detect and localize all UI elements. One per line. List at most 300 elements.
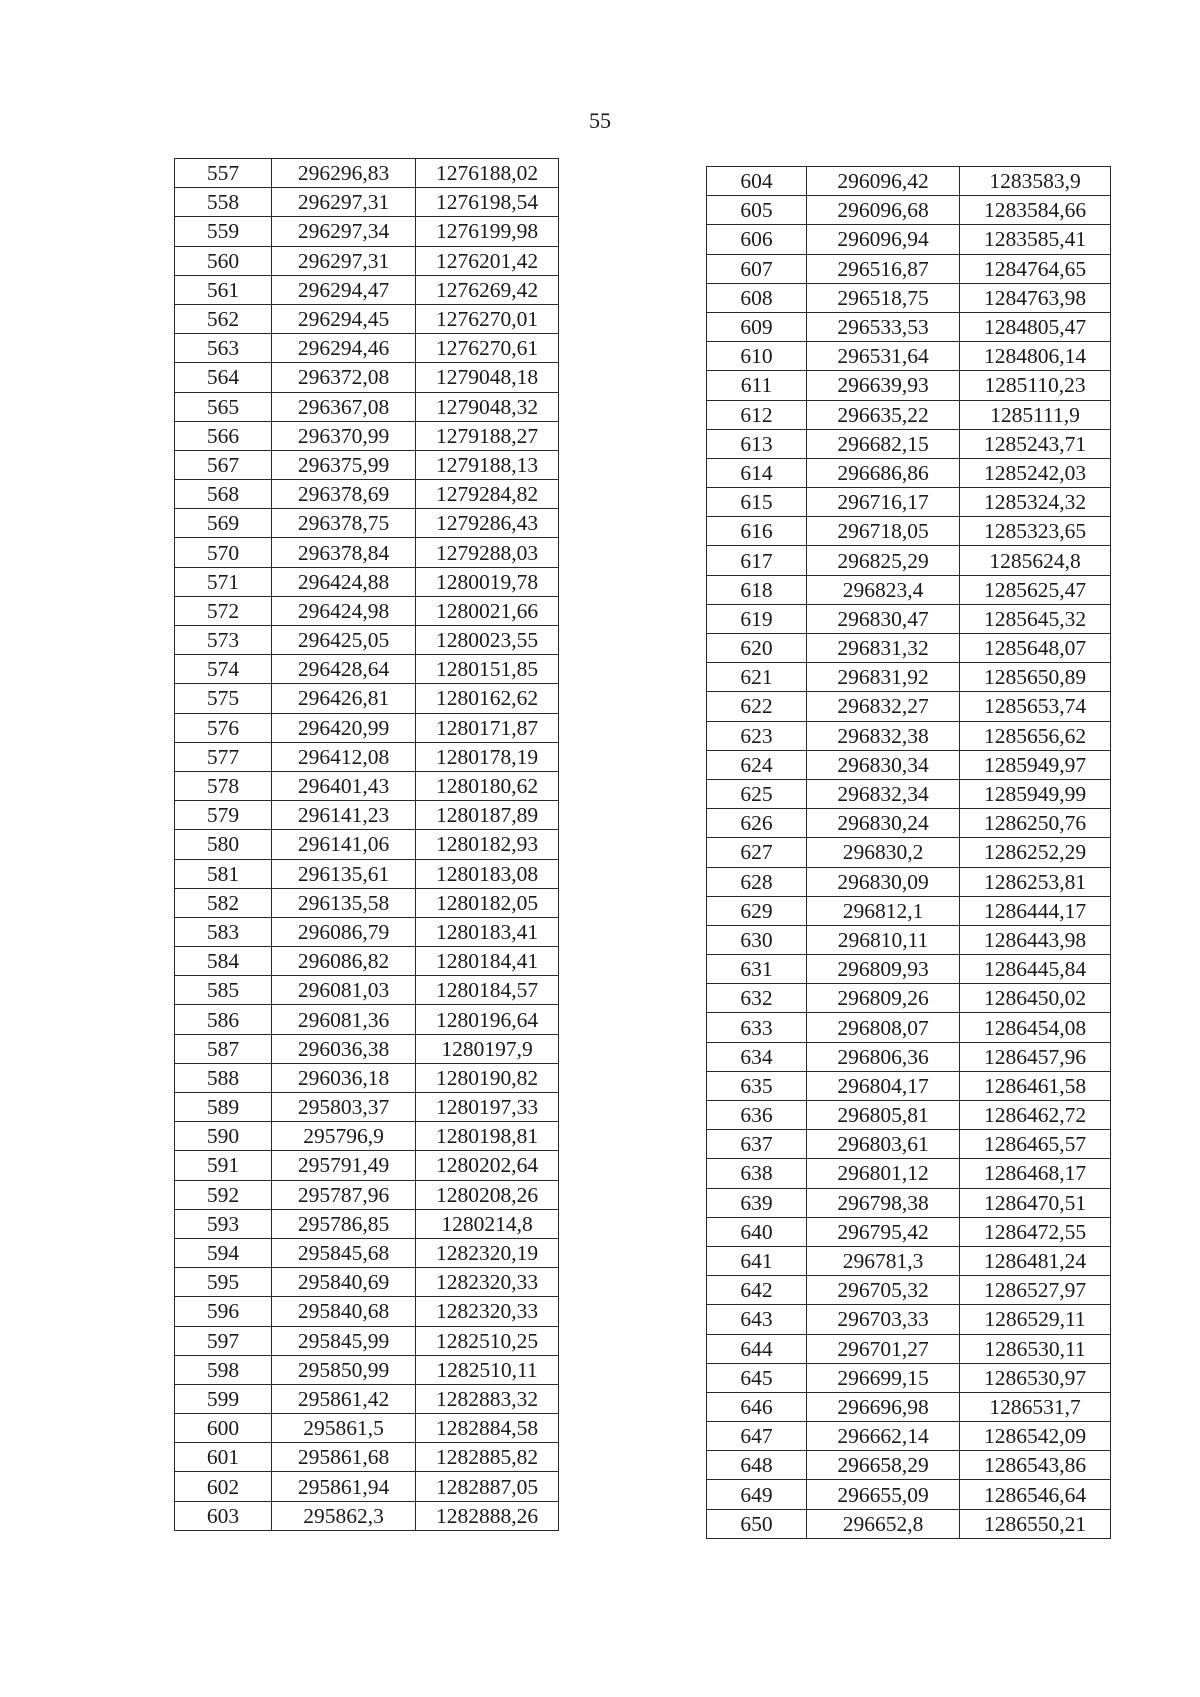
y-coordinate-cell: 1276269,42 (416, 275, 559, 304)
x-coordinate-cell: 296658,29 (807, 1451, 960, 1480)
y-coordinate-cell: 1276270,01 (416, 304, 559, 333)
x-coordinate-cell: 296081,03 (272, 976, 416, 1005)
table-row (175, 859, 559, 888)
table-row (175, 188, 559, 217)
table-row (707, 1509, 1111, 1538)
x-coordinate-cell: 296135,58 (272, 888, 416, 917)
x-coordinate-cell: 296635,22 (807, 400, 960, 429)
y-coordinate-cell: 1280180,62 (416, 771, 559, 800)
x-coordinate-cell: 296699,15 (807, 1363, 960, 1392)
y-coordinate-cell: 1286543,86 (960, 1451, 1111, 1480)
table-row (175, 1034, 559, 1063)
y-coordinate-cell: 1280023,55 (416, 626, 559, 655)
y-coordinate-cell: 1286461,58 (960, 1071, 1111, 1100)
x-coordinate-cell: 296036,38 (272, 1034, 416, 1063)
point-number-cell: 648 (707, 1451, 807, 1480)
y-coordinate-cell: 1282883,32 (416, 1384, 559, 1413)
y-coordinate-cell: 1286530,11 (960, 1334, 1111, 1363)
y-coordinate-cell: 1276188,02 (416, 159, 559, 188)
table-row (175, 363, 559, 392)
table-row (175, 304, 559, 333)
table-row (707, 225, 1111, 254)
x-coordinate-cell: 296686,86 (807, 458, 960, 487)
x-coordinate-cell: 296296,83 (272, 159, 416, 188)
point-number-cell: 605 (707, 196, 807, 225)
table-row (175, 742, 559, 771)
point-number-cell: 587 (175, 1034, 272, 1063)
table-row (175, 684, 559, 713)
x-coordinate-cell: 296831,92 (807, 663, 960, 692)
table-row (707, 984, 1111, 1013)
table-row (175, 217, 559, 246)
point-number-cell: 645 (707, 1363, 807, 1392)
point-number-cell: 646 (707, 1392, 807, 1421)
table-row (707, 196, 1111, 225)
x-coordinate-cell: 296716,17 (807, 488, 960, 517)
point-number-cell: 618 (707, 575, 807, 604)
table-row (175, 976, 559, 1005)
y-coordinate-cell: 1280196,64 (416, 1005, 559, 1034)
table-row (707, 1334, 1111, 1363)
point-number-cell: 560 (175, 246, 272, 275)
x-coordinate-cell: 296830,24 (807, 809, 960, 838)
point-number-cell: 622 (707, 692, 807, 721)
point-number-cell: 584 (175, 947, 272, 976)
x-coordinate-cell: 296096,68 (807, 196, 960, 225)
x-coordinate-cell: 295850,99 (272, 1355, 416, 1384)
table-row (707, 1013, 1111, 1042)
coordinates-table-right-body (707, 167, 1111, 1539)
y-coordinate-cell: 1280183,41 (416, 917, 559, 946)
x-coordinate-cell: 296803,61 (807, 1130, 960, 1159)
point-number-cell: 599 (175, 1384, 272, 1413)
table-row (175, 567, 559, 596)
x-coordinate-cell: 296832,38 (807, 721, 960, 750)
point-number-cell: 632 (707, 984, 807, 1013)
y-coordinate-cell: 1280019,78 (416, 567, 559, 596)
y-coordinate-cell: 1280151,85 (416, 655, 559, 684)
y-coordinate-cell: 1286527,97 (960, 1276, 1111, 1305)
table-row (707, 1305, 1111, 1334)
point-number-cell: 590 (175, 1122, 272, 1151)
point-number-cell: 603 (175, 1501, 272, 1530)
table-row (175, 1268, 559, 1297)
x-coordinate-cell: 296297,34 (272, 217, 416, 246)
x-coordinate-cell: 296830,34 (807, 750, 960, 779)
y-coordinate-cell: 1280171,87 (416, 713, 559, 742)
point-number-cell: 644 (707, 1334, 807, 1363)
x-coordinate-cell: 296426,81 (272, 684, 416, 713)
x-coordinate-cell: 296804,17 (807, 1071, 960, 1100)
point-number-cell: 607 (707, 254, 807, 283)
y-coordinate-cell: 1286546,64 (960, 1480, 1111, 1509)
y-coordinate-cell: 1285656,62 (960, 721, 1111, 750)
point-number-cell: 637 (707, 1130, 807, 1159)
y-coordinate-cell: 1276270,61 (416, 334, 559, 363)
x-coordinate-cell: 296294,45 (272, 304, 416, 333)
point-number-cell: 591 (175, 1151, 272, 1180)
point-number-cell: 650 (707, 1509, 807, 1538)
table-row (175, 1414, 559, 1443)
y-coordinate-cell: 1283584,66 (960, 196, 1111, 225)
x-coordinate-cell: 296705,32 (807, 1276, 960, 1305)
table-row (175, 392, 559, 421)
y-coordinate-cell: 1285324,32 (960, 488, 1111, 517)
x-coordinate-cell: 296372,08 (272, 363, 416, 392)
x-coordinate-cell: 296662,14 (807, 1422, 960, 1451)
point-number-cell: 598 (175, 1355, 272, 1384)
table-row (175, 1063, 559, 1092)
y-coordinate-cell: 1285111,9 (960, 400, 1111, 429)
table-row (707, 809, 1111, 838)
x-coordinate-cell: 296823,4 (807, 575, 960, 604)
y-coordinate-cell: 1279188,27 (416, 421, 559, 450)
x-coordinate-cell: 295861,5 (272, 1414, 416, 1443)
x-coordinate-cell: 296830,09 (807, 867, 960, 896)
y-coordinate-cell: 1286444,17 (960, 896, 1111, 925)
table-row (175, 626, 559, 655)
table-row (707, 400, 1111, 429)
y-coordinate-cell: 1280184,57 (416, 976, 559, 1005)
table-row (175, 1355, 559, 1384)
x-coordinate-cell: 296141,23 (272, 801, 416, 830)
point-number-cell: 568 (175, 480, 272, 509)
point-number-cell: 579 (175, 801, 272, 830)
point-number-cell: 570 (175, 538, 272, 567)
y-coordinate-cell: 1279048,18 (416, 363, 559, 392)
y-coordinate-cell: 1280021,66 (416, 596, 559, 625)
point-number-cell: 589 (175, 1093, 272, 1122)
y-coordinate-cell: 1285653,74 (960, 692, 1111, 721)
y-coordinate-cell: 1279288,03 (416, 538, 559, 567)
table-row (175, 888, 559, 917)
x-coordinate-cell: 296533,53 (807, 312, 960, 341)
point-number-cell: 573 (175, 626, 272, 655)
point-number-cell: 620 (707, 634, 807, 663)
x-coordinate-cell: 296401,43 (272, 771, 416, 800)
table-row (175, 1326, 559, 1355)
table-row (707, 1422, 1111, 1451)
table-row (175, 480, 559, 509)
x-coordinate-cell: 296830,47 (807, 604, 960, 633)
point-number-cell: 629 (707, 896, 807, 925)
table-row (707, 312, 1111, 341)
table-row (707, 1101, 1111, 1130)
point-number-cell: 596 (175, 1297, 272, 1326)
point-number-cell: 642 (707, 1276, 807, 1305)
table-row (707, 1451, 1111, 1480)
y-coordinate-cell: 1282884,58 (416, 1414, 559, 1443)
x-coordinate-cell: 295861,68 (272, 1443, 416, 1472)
point-number-cell: 610 (707, 342, 807, 371)
y-coordinate-cell: 1285243,71 (960, 429, 1111, 458)
y-coordinate-cell: 1280178,19 (416, 742, 559, 771)
table-row (707, 429, 1111, 458)
y-coordinate-cell: 1286472,55 (960, 1217, 1111, 1246)
y-coordinate-cell: 1280190,82 (416, 1063, 559, 1092)
point-number-cell: 649 (707, 1480, 807, 1509)
x-coordinate-cell: 296425,05 (272, 626, 416, 655)
x-coordinate-cell: 295786,85 (272, 1209, 416, 1238)
x-coordinate-cell: 296806,36 (807, 1042, 960, 1071)
y-coordinate-cell: 1285648,07 (960, 634, 1111, 663)
table-row (707, 1480, 1111, 1509)
table-row (707, 1276, 1111, 1305)
table-row (175, 1122, 559, 1151)
point-number-cell: 619 (707, 604, 807, 633)
y-coordinate-cell: 1280187,89 (416, 801, 559, 830)
coordinates-table-left (174, 158, 559, 1531)
x-coordinate-cell: 296378,69 (272, 480, 416, 509)
x-coordinate-cell: 295840,69 (272, 1268, 416, 1297)
y-coordinate-cell: 1285323,65 (960, 517, 1111, 546)
point-number-cell: 597 (175, 1326, 272, 1355)
point-number-cell: 615 (707, 488, 807, 517)
x-coordinate-cell: 296812,1 (807, 896, 960, 925)
x-coordinate-cell: 296412,08 (272, 742, 416, 771)
table-row (175, 246, 559, 275)
point-number-cell: 640 (707, 1217, 807, 1246)
x-coordinate-cell: 296832,27 (807, 692, 960, 721)
table-row (707, 1130, 1111, 1159)
point-number-cell: 585 (175, 976, 272, 1005)
table-row (175, 1297, 559, 1326)
point-number-cell: 638 (707, 1159, 807, 1188)
point-number-cell: 588 (175, 1063, 272, 1092)
point-number-cell: 577 (175, 742, 272, 771)
table-row (707, 663, 1111, 692)
x-coordinate-cell: 296701,27 (807, 1334, 960, 1363)
table-row (707, 604, 1111, 633)
point-number-cell: 606 (707, 225, 807, 254)
table-row (707, 1071, 1111, 1100)
y-coordinate-cell: 1282320,33 (416, 1297, 559, 1326)
y-coordinate-cell: 1280162,62 (416, 684, 559, 713)
y-coordinate-cell: 1285949,99 (960, 779, 1111, 808)
coordinates-table-right (706, 166, 1111, 1539)
table-row (175, 538, 559, 567)
point-number-cell: 626 (707, 809, 807, 838)
x-coordinate-cell: 296096,42 (807, 167, 960, 196)
table-row (707, 458, 1111, 487)
y-coordinate-cell: 1285624,8 (960, 546, 1111, 575)
x-coordinate-cell: 296294,47 (272, 275, 416, 304)
table-row (175, 450, 559, 479)
y-coordinate-cell: 1280183,08 (416, 859, 559, 888)
x-coordinate-cell: 296516,87 (807, 254, 960, 283)
x-coordinate-cell: 296378,84 (272, 538, 416, 567)
point-number-cell: 571 (175, 567, 272, 596)
x-coordinate-cell: 296703,33 (807, 1305, 960, 1334)
point-number-cell: 612 (707, 400, 807, 429)
table-row (175, 1005, 559, 1034)
point-number-cell: 609 (707, 312, 807, 341)
y-coordinate-cell: 1286531,7 (960, 1392, 1111, 1421)
table-row (707, 342, 1111, 371)
table-row (707, 838, 1111, 867)
point-number-cell: 566 (175, 421, 272, 450)
x-coordinate-cell: 296135,61 (272, 859, 416, 888)
y-coordinate-cell: 1285949,97 (960, 750, 1111, 779)
y-coordinate-cell: 1280184,41 (416, 947, 559, 976)
point-number-cell: 559 (175, 217, 272, 246)
y-coordinate-cell: 1280197,33 (416, 1093, 559, 1122)
table-row (707, 254, 1111, 283)
point-number-cell: 623 (707, 721, 807, 750)
table-row (175, 509, 559, 538)
x-coordinate-cell: 295862,3 (272, 1501, 416, 1530)
x-coordinate-cell: 296801,12 (807, 1159, 960, 1188)
x-coordinate-cell: 296081,36 (272, 1005, 416, 1034)
y-coordinate-cell: 1286542,09 (960, 1422, 1111, 1451)
table-row (707, 925, 1111, 954)
point-number-cell: 621 (707, 663, 807, 692)
x-coordinate-cell: 296832,34 (807, 779, 960, 808)
y-coordinate-cell: 1285645,32 (960, 604, 1111, 633)
table-row (707, 167, 1111, 196)
point-number-cell: 604 (707, 167, 807, 196)
table-row (707, 1392, 1111, 1421)
point-number-cell: 647 (707, 1422, 807, 1451)
point-number-cell: 574 (175, 655, 272, 684)
x-coordinate-cell: 296297,31 (272, 246, 416, 275)
y-coordinate-cell: 1282510,11 (416, 1355, 559, 1384)
x-coordinate-cell: 296831,32 (807, 634, 960, 663)
point-number-cell: 633 (707, 1013, 807, 1042)
y-coordinate-cell: 1282887,05 (416, 1472, 559, 1501)
table-row (175, 917, 559, 946)
table-row (175, 275, 559, 304)
x-coordinate-cell: 296141,06 (272, 830, 416, 859)
point-number-cell: 628 (707, 867, 807, 896)
point-number-cell: 595 (175, 1268, 272, 1297)
x-coordinate-cell: 296805,81 (807, 1101, 960, 1130)
coordinates-table-left-body (175, 159, 559, 1531)
table-row (707, 721, 1111, 750)
point-number-cell: 614 (707, 458, 807, 487)
point-number-cell: 572 (175, 596, 272, 625)
y-coordinate-cell: 1286465,57 (960, 1130, 1111, 1159)
y-coordinate-cell: 1276199,98 (416, 217, 559, 246)
table-row (707, 1246, 1111, 1275)
table-row (707, 1363, 1111, 1392)
y-coordinate-cell: 1282320,19 (416, 1238, 559, 1267)
x-coordinate-cell: 296655,09 (807, 1480, 960, 1509)
table-row (175, 1180, 559, 1209)
table-row (175, 1238, 559, 1267)
x-coordinate-cell: 296795,42 (807, 1217, 960, 1246)
x-coordinate-cell: 295840,68 (272, 1297, 416, 1326)
x-coordinate-cell: 296375,99 (272, 450, 416, 479)
point-number-cell: 636 (707, 1101, 807, 1130)
point-number-cell: 563 (175, 334, 272, 363)
y-coordinate-cell: 1279284,82 (416, 480, 559, 509)
point-number-cell: 634 (707, 1042, 807, 1071)
x-coordinate-cell: 296297,31 (272, 188, 416, 217)
y-coordinate-cell: 1286445,84 (960, 955, 1111, 984)
table-row (175, 655, 559, 684)
x-coordinate-cell: 296086,82 (272, 947, 416, 976)
y-coordinate-cell: 1286454,08 (960, 1013, 1111, 1042)
table-row (707, 896, 1111, 925)
x-coordinate-cell: 296428,64 (272, 655, 416, 684)
y-coordinate-cell: 1283585,41 (960, 225, 1111, 254)
table-row (707, 867, 1111, 896)
table-row (175, 947, 559, 976)
point-number-cell: 613 (707, 429, 807, 458)
table-row (707, 750, 1111, 779)
point-number-cell: 625 (707, 779, 807, 808)
y-coordinate-cell: 1280214,8 (416, 1209, 559, 1238)
point-number-cell: 582 (175, 888, 272, 917)
x-coordinate-cell: 296378,75 (272, 509, 416, 538)
page-number: 55 (589, 108, 611, 133)
y-coordinate-cell: 1284806,14 (960, 342, 1111, 371)
point-number-cell: 624 (707, 750, 807, 779)
point-number-cell: 600 (175, 1414, 272, 1443)
table-row (707, 488, 1111, 517)
x-coordinate-cell: 295796,9 (272, 1122, 416, 1151)
x-coordinate-cell: 295845,68 (272, 1238, 416, 1267)
y-coordinate-cell: 1283583,9 (960, 167, 1111, 196)
x-coordinate-cell: 296531,64 (807, 342, 960, 371)
point-number-cell: 608 (707, 283, 807, 312)
table-row (707, 517, 1111, 546)
point-number-cell: 565 (175, 392, 272, 421)
y-coordinate-cell: 1282320,33 (416, 1268, 559, 1297)
table-row (175, 1384, 559, 1413)
point-number-cell: 627 (707, 838, 807, 867)
x-coordinate-cell: 296808,07 (807, 1013, 960, 1042)
table-row (175, 713, 559, 742)
point-number-cell: 583 (175, 917, 272, 946)
point-number-cell: 641 (707, 1246, 807, 1275)
table-row (707, 1217, 1111, 1246)
y-coordinate-cell: 1286252,29 (960, 838, 1111, 867)
table-row (707, 955, 1111, 984)
x-coordinate-cell: 295787,96 (272, 1180, 416, 1209)
point-number-cell: 601 (175, 1443, 272, 1472)
point-number-cell: 580 (175, 830, 272, 859)
y-coordinate-cell: 1286250,76 (960, 809, 1111, 838)
point-number-cell: 581 (175, 859, 272, 888)
x-coordinate-cell: 296781,3 (807, 1246, 960, 1275)
x-coordinate-cell: 296809,26 (807, 984, 960, 1013)
y-coordinate-cell: 1276198,54 (416, 188, 559, 217)
table-row (707, 779, 1111, 808)
point-number-cell: 616 (707, 517, 807, 546)
x-coordinate-cell: 295861,42 (272, 1384, 416, 1413)
point-number-cell: 557 (175, 159, 272, 188)
y-coordinate-cell: 1280208,26 (416, 1180, 559, 1209)
x-coordinate-cell: 296370,99 (272, 421, 416, 450)
point-number-cell: 561 (175, 275, 272, 304)
x-coordinate-cell: 295803,37 (272, 1093, 416, 1122)
point-number-cell: 593 (175, 1209, 272, 1238)
table-row (707, 546, 1111, 575)
y-coordinate-cell: 1282885,82 (416, 1443, 559, 1472)
x-coordinate-cell: 296639,93 (807, 371, 960, 400)
table-row (707, 1159, 1111, 1188)
point-number-cell: 602 (175, 1472, 272, 1501)
x-coordinate-cell: 295845,99 (272, 1326, 416, 1355)
table-row (707, 1188, 1111, 1217)
table-row (707, 692, 1111, 721)
y-coordinate-cell: 1279188,13 (416, 450, 559, 479)
point-number-cell: 639 (707, 1188, 807, 1217)
table-row (175, 771, 559, 800)
y-coordinate-cell: 1286550,21 (960, 1509, 1111, 1538)
